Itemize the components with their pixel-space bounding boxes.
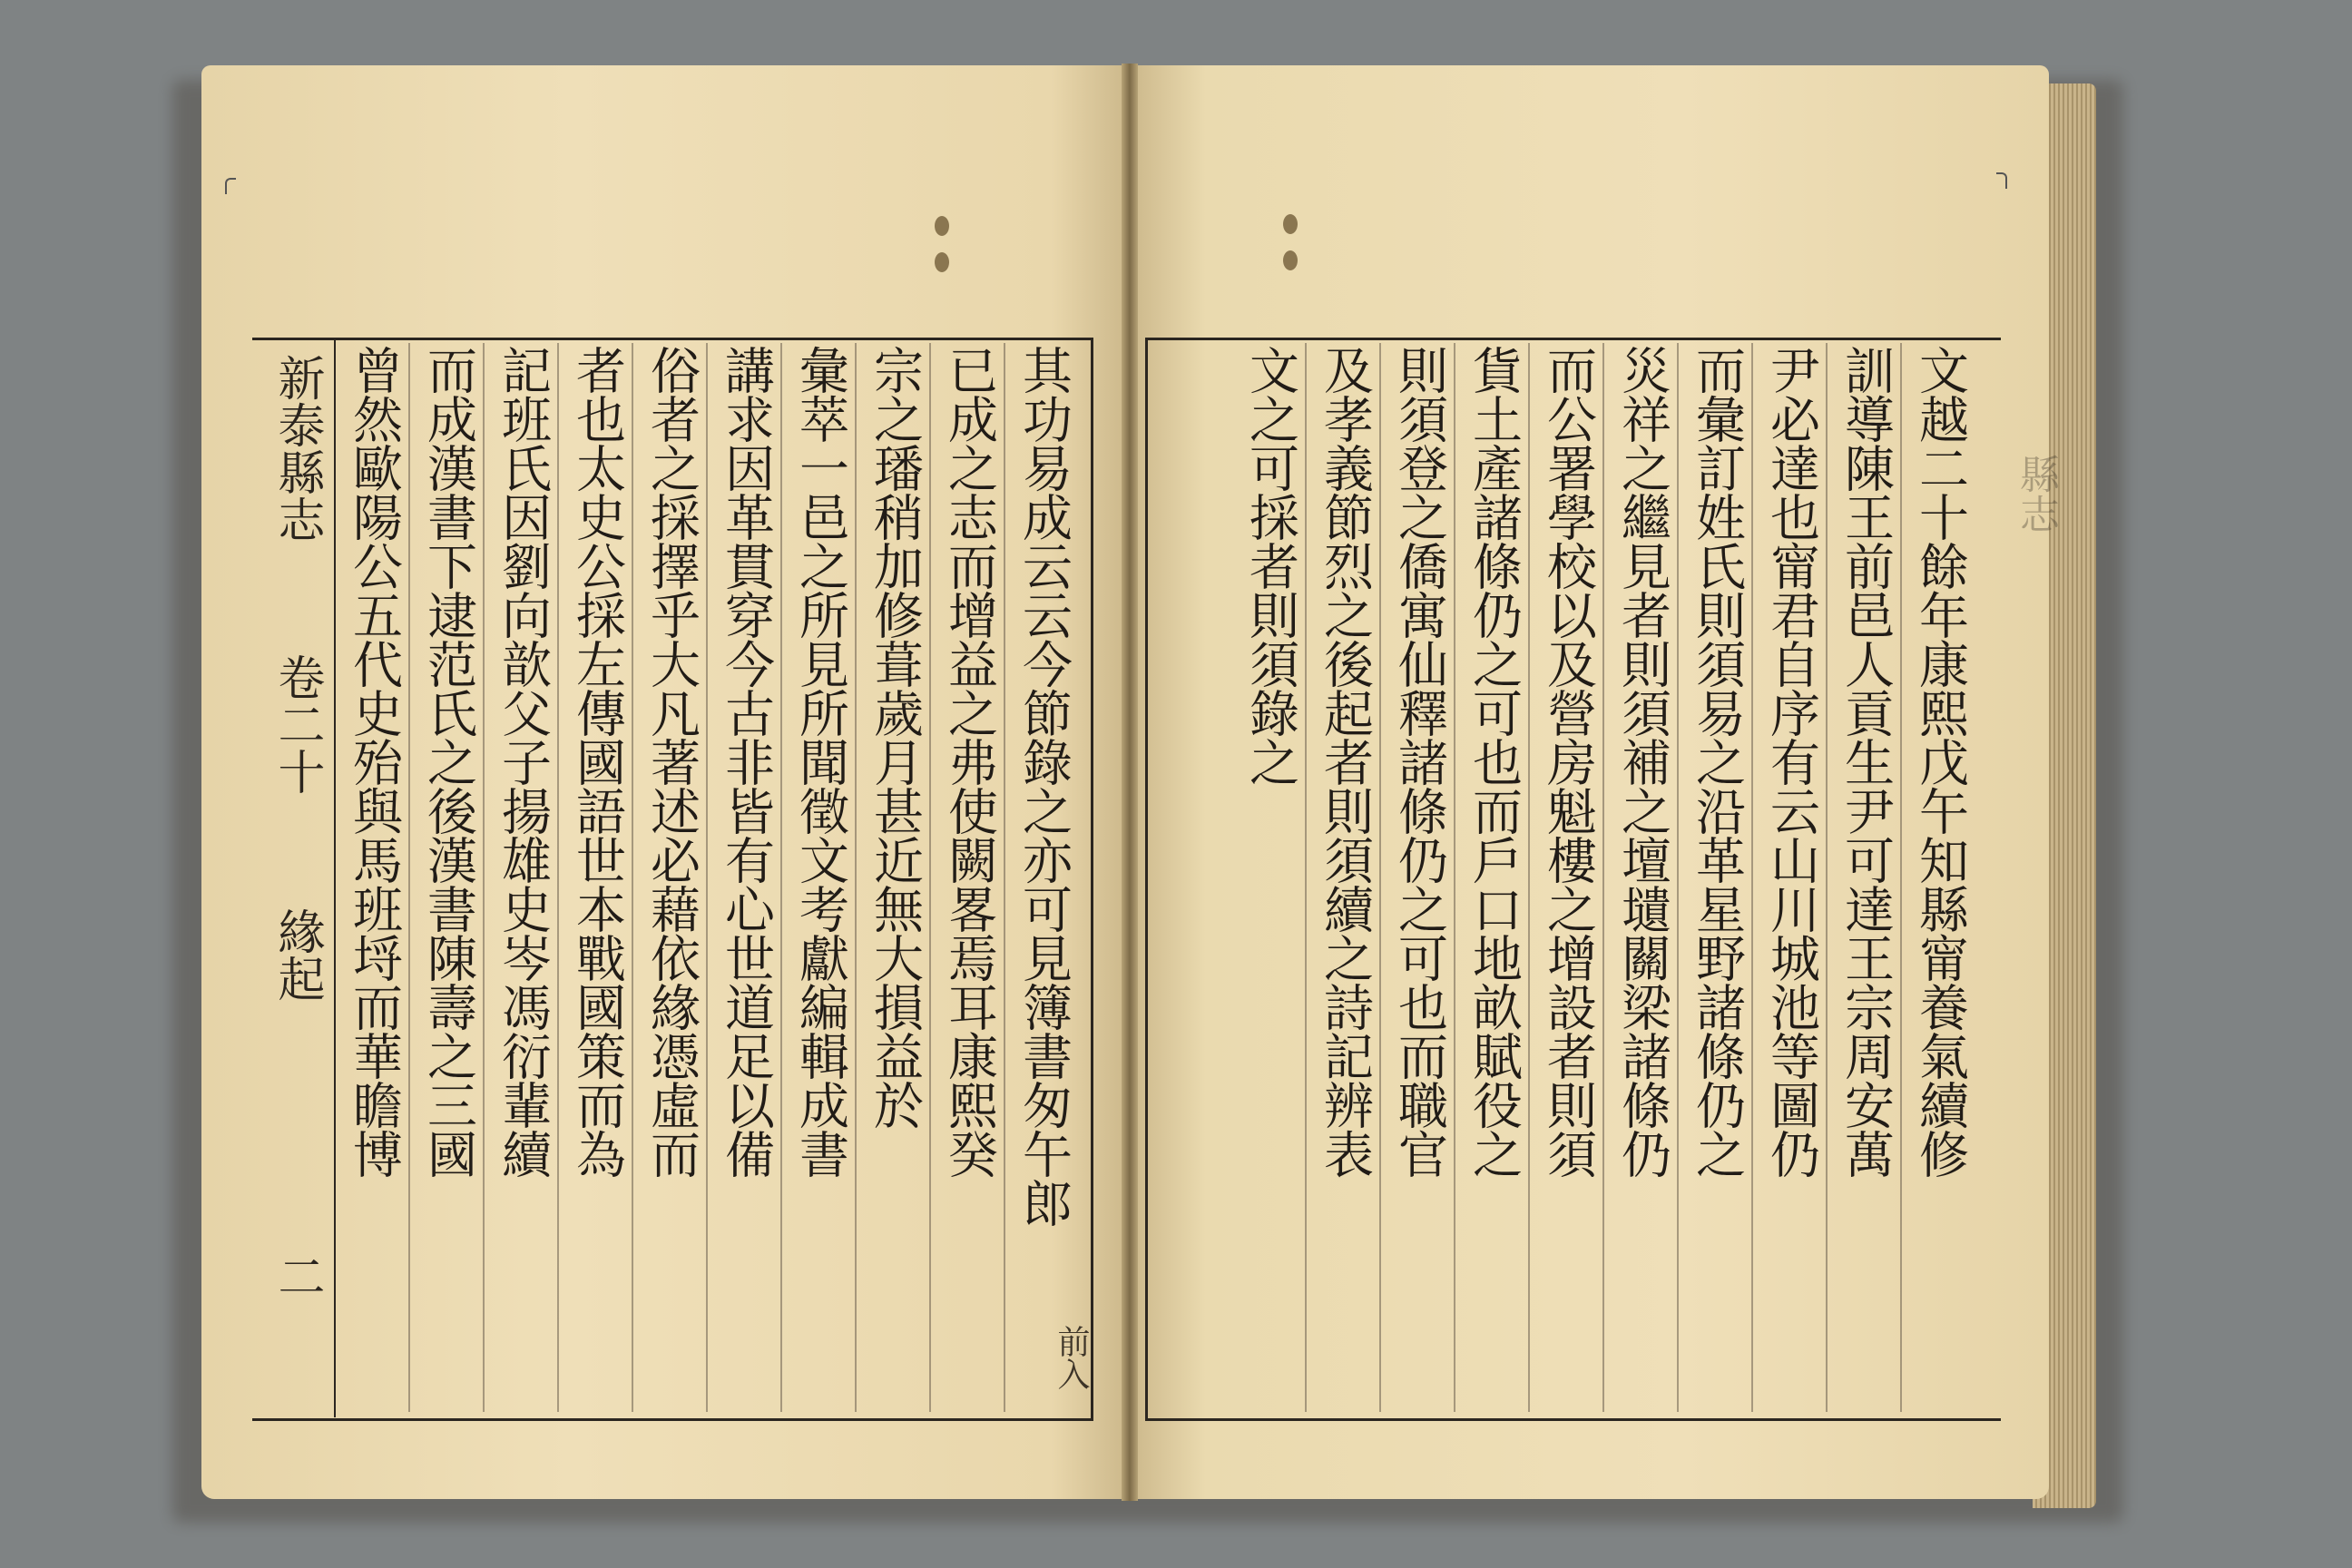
column-rule [1826,343,1828,1412]
column-rule [632,343,633,1412]
text-column: 彙萃一邑之所見所聞徵文考獻編輯成書 [791,345,849,1178]
column-rule [1379,343,1381,1412]
corner-mark [1996,172,2007,189]
column-rule [1305,343,1307,1412]
text-column: 及孝義節烈之後起者則須續之詩記辨表 [1316,345,1374,1178]
column-rule [1602,343,1604,1412]
column-rule [1677,343,1679,1412]
corner-mark [225,178,236,194]
column-rule [706,343,708,1412]
column-rule [1528,343,1530,1412]
text-column: 講求因革貫穿今古非皆有心世道足以備 [717,345,775,1178]
text-column: 文之可採者則須錄之 [1241,345,1299,786]
column-rule [1900,343,1902,1412]
column-rule [1004,343,1005,1412]
text-column: 俗者之採擇乎大凡著述必藉依緣憑虛而 [642,345,701,1178]
text-column: 則須登之僑寓仙釋諸條仍之可也而職官 [1390,345,1448,1178]
column-rule [483,343,485,1412]
column-rule [557,343,559,1412]
bleed-through-mark: 縣志 [2013,454,2059,534]
binding-hole [935,252,949,272]
text-column: 而成漢書下逮范氏之後漢書陳壽之三國 [419,345,477,1178]
annotation-mark: 前入 [1053,1325,1090,1390]
page-number: 二 [270,1252,324,1299]
text-column: 已成之志而增益之弗使闕畧焉耳康熙癸 [940,345,998,1178]
column-rule [929,343,931,1412]
text-column: 曾然歐陽公五代史殆與馬班埒而華瞻博 [345,345,403,1178]
text-column: 者也太史公採左傳國語世本戰國策而為 [568,345,626,1178]
column-rule [855,343,857,1412]
text-column: 訓導陳王前邑人貢生尹可達王宗周安萬 [1837,345,1895,1178]
binding-hole [935,216,949,236]
text-column: 災祥之繼見者則須補之壇壝關梁諸條仍 [1613,345,1671,1178]
section-label: 緣起 [270,907,324,1002]
column-rule [1751,343,1753,1412]
column-rule [408,343,410,1412]
column-rule [1454,343,1455,1412]
text-column: 而公署學校以及營房魁樓之增設者則須 [1539,345,1597,1178]
binding-hole [1283,250,1298,270]
book-gutter [1122,64,1138,1501]
book-title: 新泰縣志 [270,354,324,543]
text-column: 貨土產諸條仍之可也而戶口地畝賦役之 [1465,345,1523,1178]
text-column: 宗之璠稍加修葺歲月甚近無大損益於 [866,345,924,1129]
text-column: 而彙訂姓氏則須易之沿革星野諸條仍之 [1688,345,1746,1178]
column-rule [780,343,782,1412]
text-column: 記班氏因劉向歆父子揚雄史岑馮衍輩續 [494,345,552,1178]
volume-label: 卷二十 [270,653,324,795]
text-column: 尹必達也甯君自序有云山川城池等圖仍 [1762,345,1820,1178]
binding-hole [1283,214,1298,234]
text-column: 其功易成云云今節錄之亦可見簿書匆午郎 [1014,345,1073,1227]
text-column: 文越二十餘年康熙戊午知縣甯養氣續修 [1911,345,1969,1178]
